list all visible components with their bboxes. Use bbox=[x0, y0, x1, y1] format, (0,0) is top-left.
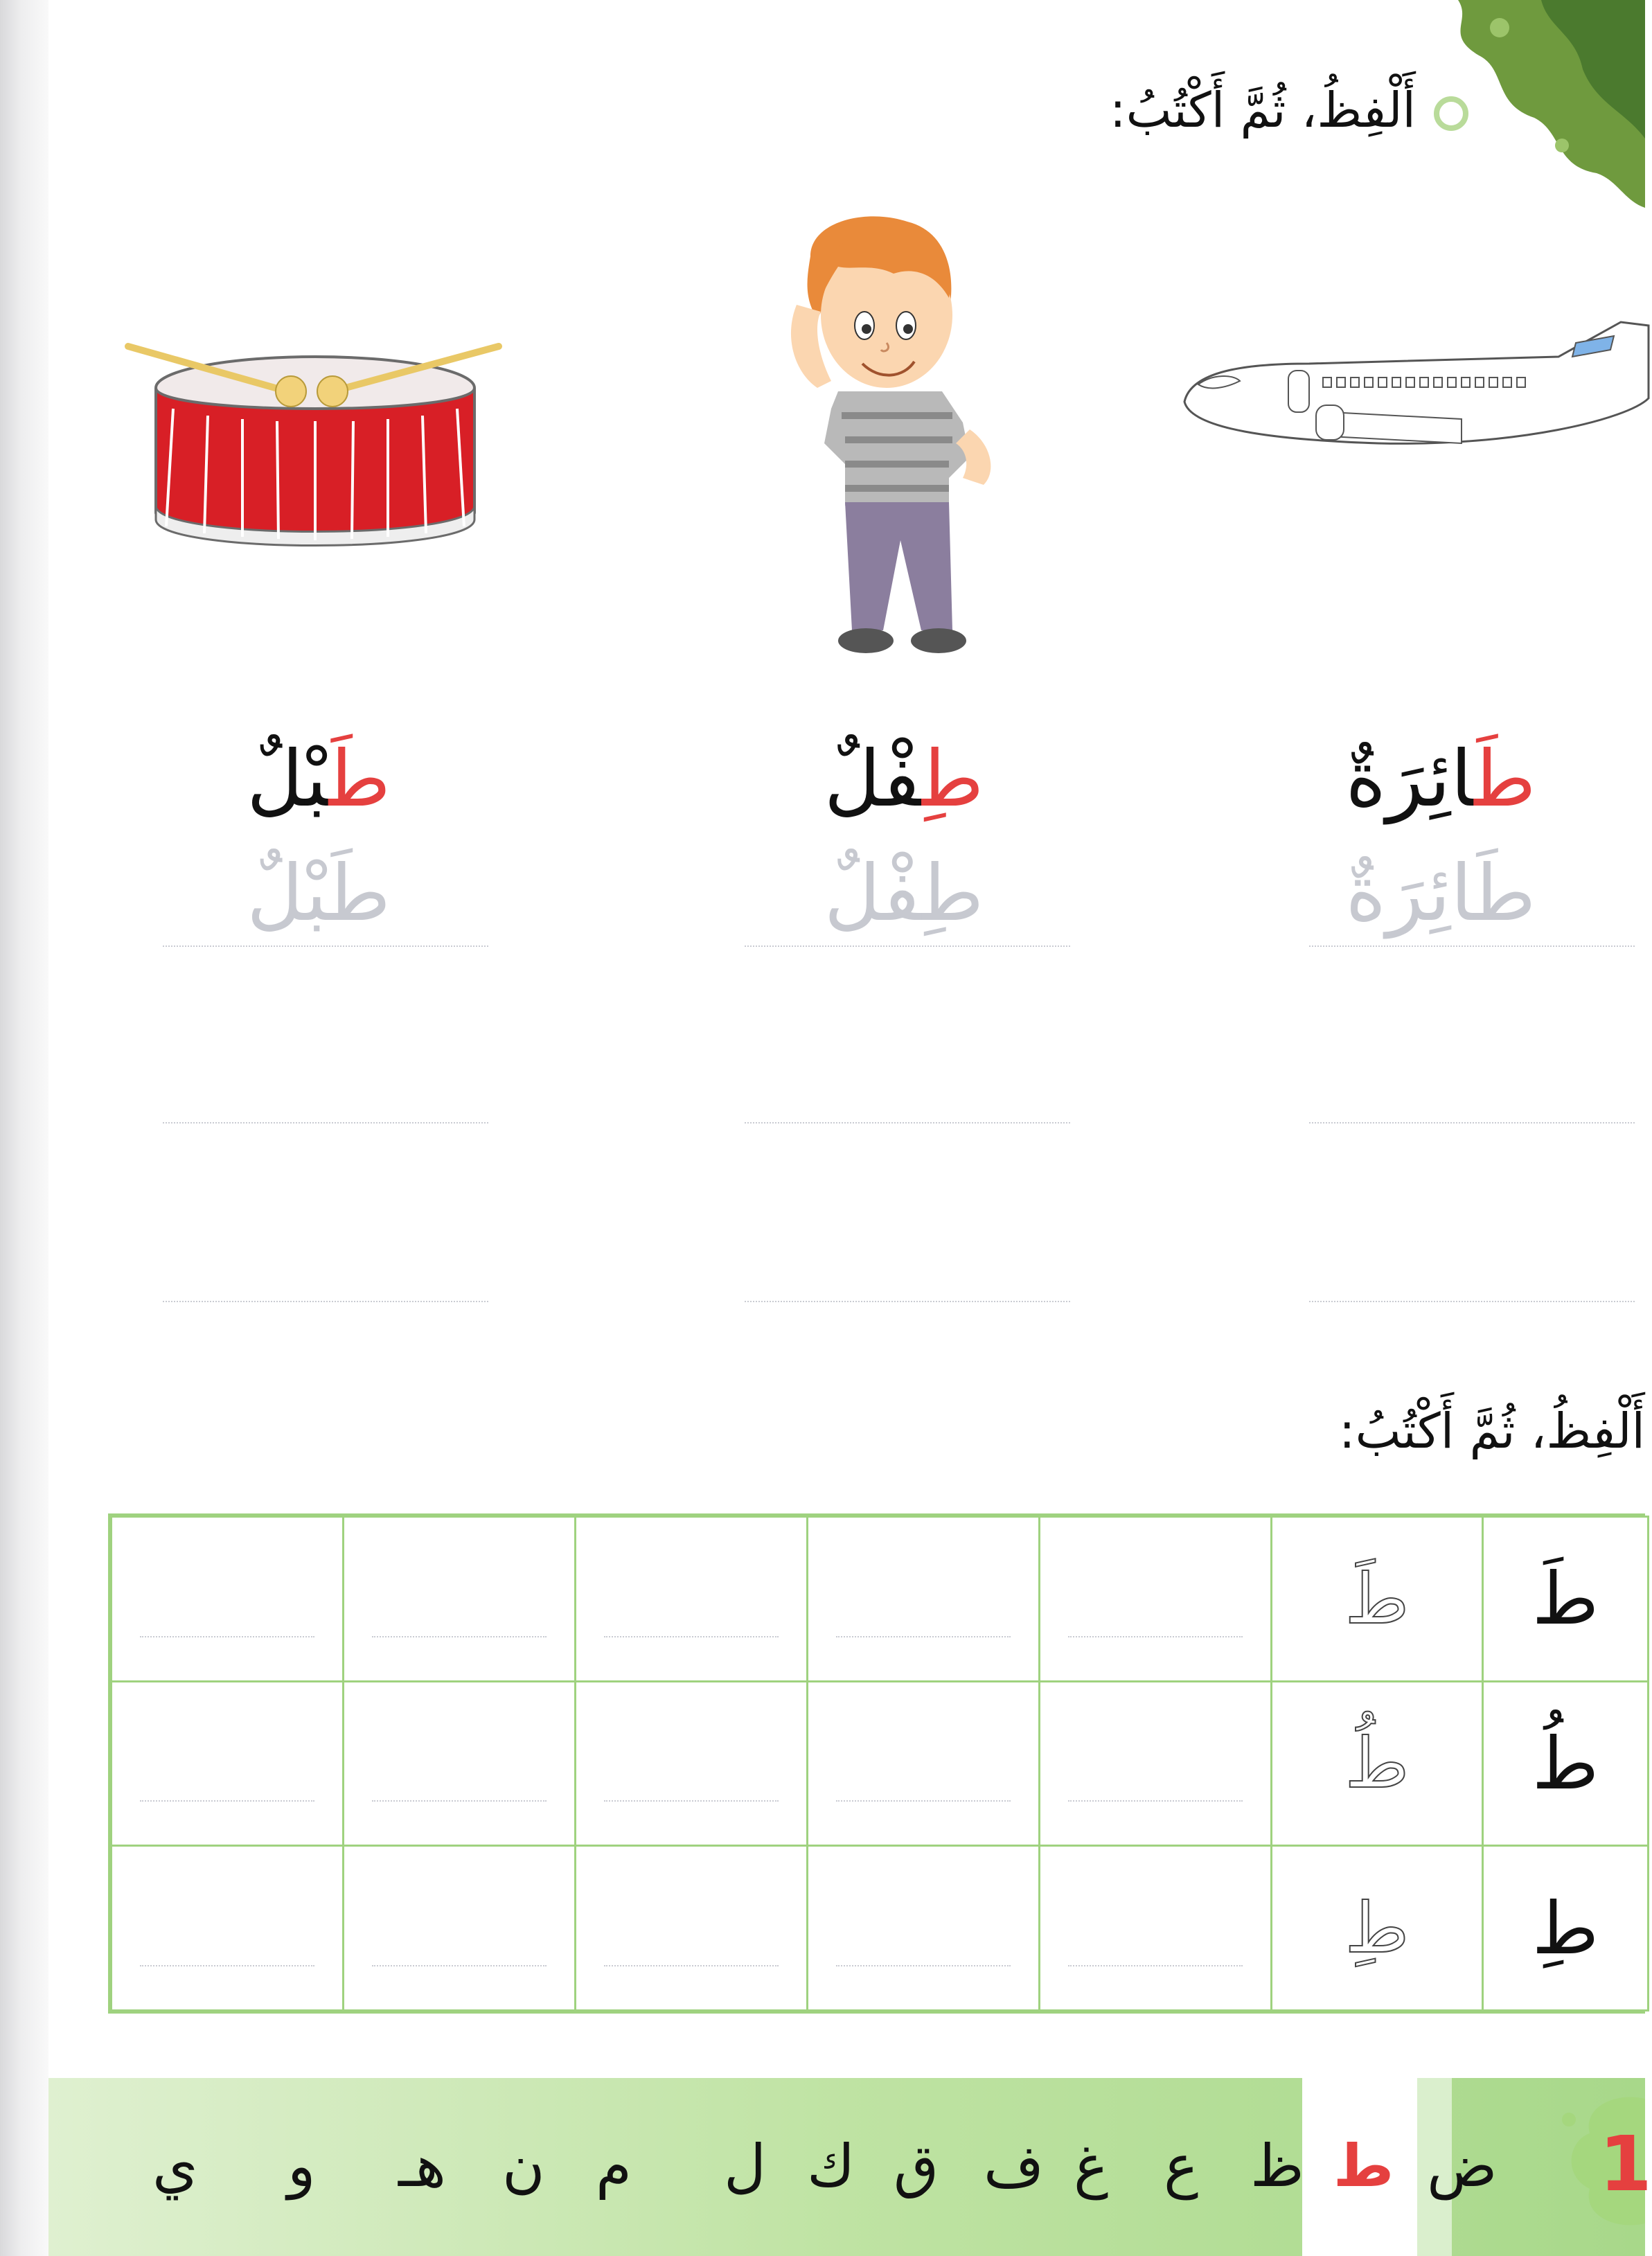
alphabet-letter: ل bbox=[724, 2132, 767, 2200]
word-airplane bbox=[1261, 734, 1621, 824]
dotted-letter-cell[interactable]: طُ bbox=[1272, 1681, 1483, 1846]
trace-word-boy: طِفْلٌ bbox=[824, 849, 984, 939]
alphabet-letter: ي bbox=[152, 2132, 198, 2200]
alphabet-letter: ع bbox=[1164, 2132, 1199, 2200]
page-number: 1 bbox=[1599, 2120, 1652, 2208]
word-drum-rest: بْلٌ bbox=[247, 734, 329, 824]
alphabet-letter: هـ bbox=[398, 2132, 446, 2200]
alphabet-letter: ن bbox=[502, 2132, 545, 2200]
practice-cell[interactable] bbox=[112, 1681, 344, 1846]
practice-cell[interactable] bbox=[808, 1846, 1040, 2011]
practice-cell[interactable] bbox=[808, 1681, 1040, 1846]
practice-cell[interactable] bbox=[576, 1681, 808, 1846]
alphabet-letter: م bbox=[596, 2132, 632, 2200]
dotted-letter-cell[interactable]: طِ bbox=[1272, 1846, 1483, 2011]
alphabet-letter: ق bbox=[894, 2132, 939, 2200]
instruction-bottom-text: أَلْفِظُ، ثُمَّ أَكْتُبُ: bbox=[1338, 1403, 1645, 1459]
practice-cell[interactable] bbox=[1040, 1846, 1272, 2011]
practice-cell[interactable] bbox=[576, 1846, 808, 2011]
word-airplane-first-letter: طَ bbox=[1474, 734, 1536, 824]
instruction-top-text: أَلْفِظُ، ثُمَّ أَكْتُبُ: bbox=[1109, 82, 1416, 139]
word-drum bbox=[139, 734, 499, 824]
alphabet-letter: ظ bbox=[1250, 2132, 1304, 2200]
trace-word-airplane: طَائِرَةٌ bbox=[1345, 849, 1536, 939]
model-letter-cell: طُ bbox=[1483, 1681, 1649, 1846]
bullet-icon bbox=[1434, 96, 1468, 131]
word-drum-first-letter: طَ bbox=[328, 734, 391, 824]
dotted-letter-cell[interactable]: طَ bbox=[1272, 1517, 1483, 1682]
alphabet-letter: ف bbox=[984, 2132, 1045, 2200]
airplane-picture bbox=[1171, 315, 1649, 481]
writing-line[interactable] bbox=[745, 945, 1070, 947]
writing-line[interactable] bbox=[1309, 1301, 1635, 1302]
practice-cell[interactable] bbox=[344, 1846, 576, 2011]
alphabet-letter-current: ط bbox=[1333, 2132, 1394, 2200]
writing-line[interactable] bbox=[163, 945, 488, 947]
practice-row bbox=[112, 1681, 1649, 1846]
boy-picture bbox=[783, 215, 1018, 672]
alphabet-letter: و bbox=[287, 2132, 316, 2200]
alphabet-letter: ض bbox=[1427, 2132, 1498, 2200]
writing-line[interactable] bbox=[1309, 1122, 1635, 1123]
word-boy-rest: فْلٌ bbox=[824, 734, 923, 824]
practice-grid bbox=[108, 1513, 1645, 2014]
writing-line[interactable] bbox=[163, 1122, 488, 1123]
trace-word-drum: طَبْلٌ bbox=[247, 849, 391, 939]
word-boy bbox=[724, 734, 1084, 824]
practice-cell[interactable] bbox=[112, 1517, 344, 1682]
alphabet-letter: ك bbox=[807, 2132, 855, 2200]
book-spine bbox=[0, 0, 48, 2256]
practice-cell[interactable] bbox=[112, 1846, 344, 2011]
practice-cell[interactable] bbox=[1040, 1517, 1272, 1682]
alphabet-letter: غ bbox=[1074, 2132, 1109, 2200]
writing-line[interactable] bbox=[163, 1301, 488, 1302]
alphabet-strip bbox=[48, 2078, 1652, 2256]
word-airplane-rest: ائِرَةٌ bbox=[1345, 734, 1475, 824]
writing-line[interactable] bbox=[1309, 945, 1635, 947]
practice-cell[interactable] bbox=[576, 1517, 808, 1682]
practice-cell[interactable] bbox=[344, 1681, 576, 1846]
word-boy-first-letter: طِ bbox=[922, 734, 984, 824]
writing-line[interactable] bbox=[745, 1122, 1070, 1123]
practice-cell[interactable] bbox=[808, 1517, 1040, 1682]
practice-cell[interactable] bbox=[344, 1517, 576, 1682]
model-letter-cell: طِ bbox=[1483, 1846, 1649, 2011]
model-letter-cell: طَ bbox=[1483, 1517, 1649, 1682]
practice-row bbox=[112, 1846, 1649, 2011]
writing-line[interactable] bbox=[745, 1301, 1070, 1302]
drum-picture bbox=[125, 332, 506, 568]
instruction-top bbox=[1110, 82, 1468, 139]
practice-cell[interactable] bbox=[1040, 1681, 1272, 1846]
practice-row bbox=[112, 1517, 1649, 1682]
instruction-bottom bbox=[1314, 1403, 1645, 1459]
